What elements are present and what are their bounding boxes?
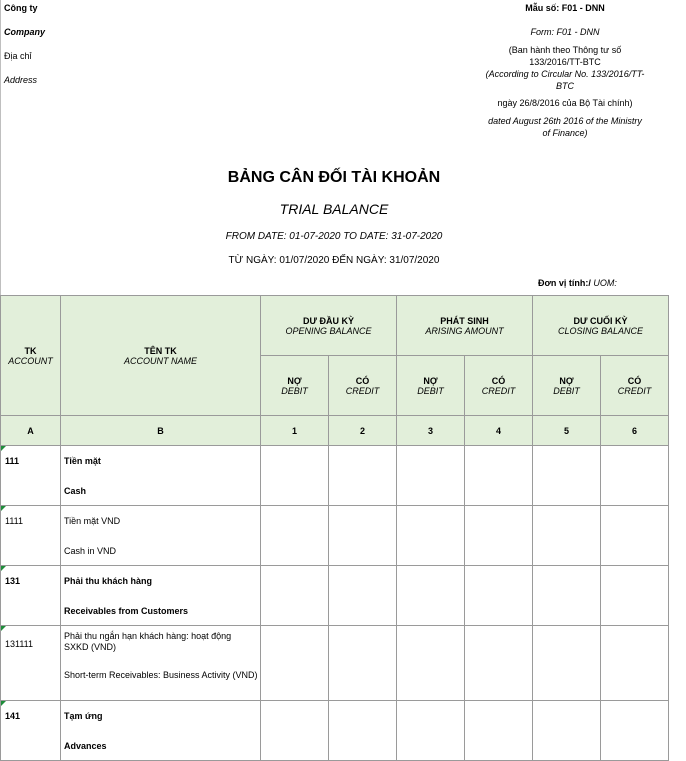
amount-cell xyxy=(397,701,465,761)
account-code: 111 xyxy=(5,456,20,466)
opening-credit-header xyxy=(329,356,397,416)
account-name-cell xyxy=(61,446,261,506)
table-row xyxy=(1,626,669,701)
table-row xyxy=(1,566,669,626)
closing-balance-header xyxy=(533,296,669,356)
credit-label-en: CREDIT xyxy=(481,385,516,396)
account-code: 131111 xyxy=(5,639,34,649)
account-name-cell xyxy=(61,566,261,626)
address-label-en: Address xyxy=(4,75,38,85)
table-row xyxy=(1,446,669,506)
amount-cell xyxy=(533,701,601,761)
closing-credit-header xyxy=(601,356,669,416)
closing-balance-header-vi: DƯ CUỐI KỲ xyxy=(573,315,628,326)
column-index: 2 xyxy=(329,416,397,446)
unit-of-measure xyxy=(538,278,617,288)
amount-cell xyxy=(465,446,533,506)
company-label-vi: Công ty xyxy=(4,3,38,13)
debit-label-vi: NỢ xyxy=(287,375,302,386)
column-index: 6 xyxy=(601,416,669,446)
account-name-cell xyxy=(61,626,261,701)
account-name-vi: Tiền mặt xyxy=(64,456,101,466)
amount-cell xyxy=(261,446,329,506)
account-name-cell xyxy=(61,701,261,761)
report-period-vi: TỪ NGÀY: 01/07/2020 ĐẾN NGÀY: 31/07/2020 xyxy=(228,255,440,266)
issued-circular-en-line1: (According to Circular No. 133/2016/TT- xyxy=(485,69,645,79)
column-index: 1 xyxy=(261,416,329,446)
issued-circular-vi-line1: (Ban hành theo Thông tư số xyxy=(508,45,622,55)
amount-cell xyxy=(533,566,601,626)
account-code-cell xyxy=(1,506,61,566)
account-code-cell xyxy=(1,566,61,626)
table-row xyxy=(1,506,669,566)
arising-debit-header xyxy=(397,356,465,416)
account-header-en: ACCOUNT xyxy=(8,355,53,366)
unit-label-vi: Đơn vị tính:/ xyxy=(538,278,591,288)
cell-marker-icon xyxy=(1,506,6,511)
amount-cell xyxy=(533,626,601,701)
issued-date-vi: ngày 26/8/2016 của Bộ Tài chính) xyxy=(497,98,633,108)
debit-label-vi: NỢ xyxy=(423,375,438,386)
opening-debit-header xyxy=(261,356,329,416)
account-name-vi: Phải thu ngắn hạn khách hàng: hoạt động SXKD (VND) xyxy=(64,631,232,652)
column-index: 3 xyxy=(397,416,465,446)
cell-marker-icon xyxy=(1,626,6,631)
report-title-en: TRIAL BALANCE xyxy=(279,201,389,217)
amount-cell xyxy=(601,626,669,701)
amount-cell xyxy=(261,566,329,626)
debit-label-en: DEBIT xyxy=(417,385,444,396)
company-label-en: Company xyxy=(4,27,46,37)
account-header-vi: TK xyxy=(24,345,37,356)
report-title-vi: BẢNG CÂN ĐỐI TÀI KHOẢN xyxy=(227,169,441,186)
issued-circular-vi-line2: 133/2016/TT-BTC xyxy=(529,57,601,67)
column-index: A xyxy=(1,416,61,446)
credit-label-vi: CÓ xyxy=(355,375,370,386)
arising-amount-header xyxy=(397,296,533,356)
account-name-en: Short-term Receivables: Business Activity (VND) xyxy=(64,670,258,680)
opening-balance-header-vi: DƯ ĐẦU KỲ xyxy=(303,315,354,326)
amount-cell xyxy=(465,626,533,701)
account-header xyxy=(1,296,61,416)
unit-label-en: UOM: xyxy=(593,278,617,288)
column-index: 5 xyxy=(533,416,601,446)
issued-date-en-line2: of Finance) xyxy=(542,128,588,138)
amount-cell xyxy=(533,446,601,506)
amount-cell xyxy=(465,566,533,626)
account-name-en: Cash in VND xyxy=(64,546,117,556)
amount-cell xyxy=(329,446,397,506)
amount-cell xyxy=(397,566,465,626)
amount-cell xyxy=(601,446,669,506)
form-number-en: Form: F01 - DNN xyxy=(530,27,600,37)
credit-label-vi: CÓ xyxy=(491,375,506,386)
debit-label-en: DEBIT xyxy=(553,385,580,396)
account-name-en: Cash xyxy=(64,486,87,496)
account-name-vi: Phải thu khách hàng xyxy=(64,576,153,586)
amount-cell xyxy=(465,506,533,566)
amount-cell xyxy=(261,506,329,566)
cell-marker-icon xyxy=(1,446,6,451)
trial-balance-table xyxy=(0,295,669,761)
cell-marker-icon xyxy=(1,566,6,571)
amount-cell xyxy=(329,566,397,626)
debit-label-vi: NỢ xyxy=(559,375,574,386)
amount-cell xyxy=(261,626,329,701)
account-name-header xyxy=(61,296,261,416)
cell-marker-icon xyxy=(1,701,6,706)
arising-amount-header-en: ARISING AMOUNT xyxy=(425,325,504,336)
amount-cell xyxy=(601,566,669,626)
account-name-vi: Tạm ứng xyxy=(64,711,103,721)
amount-cell xyxy=(601,701,669,761)
amount-cell xyxy=(261,701,329,761)
amount-cell xyxy=(329,506,397,566)
debit-label-en: DEBIT xyxy=(281,385,308,396)
column-index: B xyxy=(61,416,261,446)
table-row xyxy=(1,701,669,761)
column-index: 4 xyxy=(465,416,533,446)
credit-label-vi: CÓ xyxy=(627,375,642,386)
account-name-header-en: ACCOUNT NAME xyxy=(123,355,197,366)
closing-balance-header-en: CLOSING BALANCE xyxy=(557,325,644,336)
account-name-en: Receivables from Customers xyxy=(64,606,189,616)
account-name-vi: Tiền mặt VND xyxy=(64,516,121,526)
amount-cell xyxy=(329,626,397,701)
amount-cell xyxy=(397,506,465,566)
opening-balance-header-en: OPENING BALANCE xyxy=(285,325,372,336)
amount-cell xyxy=(329,701,397,761)
report-period-en: FROM DATE: 01-07-2020 TO DATE: 31-07-2020 xyxy=(225,231,443,242)
issued-date-en-line1: dated August 26th 2016 of the Ministry xyxy=(488,116,642,126)
amount-cell xyxy=(601,506,669,566)
credit-label-en: CREDIT xyxy=(617,385,652,396)
account-code: 141 xyxy=(5,711,21,721)
arising-credit-header xyxy=(465,356,533,416)
account-code: 1111 xyxy=(5,516,24,526)
account-code-cell xyxy=(1,701,61,761)
closing-debit-header xyxy=(533,356,601,416)
header-row-groups xyxy=(1,296,669,356)
form-number-vi: Mẫu số: F01 - DNN xyxy=(525,3,605,13)
address-label-vi: Địa chỉ xyxy=(4,51,32,61)
amount-cell xyxy=(465,701,533,761)
account-code-cell xyxy=(1,626,61,701)
amount-cell xyxy=(397,446,465,506)
opening-balance-header xyxy=(261,296,397,356)
column-index-row xyxy=(1,416,669,446)
credit-label-en: CREDIT xyxy=(345,385,380,396)
issued-circular-en-line2: BTC xyxy=(556,81,574,91)
amount-cell xyxy=(533,506,601,566)
account-code: 131 xyxy=(5,576,21,586)
account-name-header-vi: TÊN TK xyxy=(144,345,177,356)
amount-cell xyxy=(397,626,465,701)
account-name-en: Advances xyxy=(64,741,107,751)
arising-amount-header-vi: PHÁT SINH xyxy=(440,315,489,326)
account-code-cell xyxy=(1,446,61,506)
account-name-cell xyxy=(61,506,261,566)
